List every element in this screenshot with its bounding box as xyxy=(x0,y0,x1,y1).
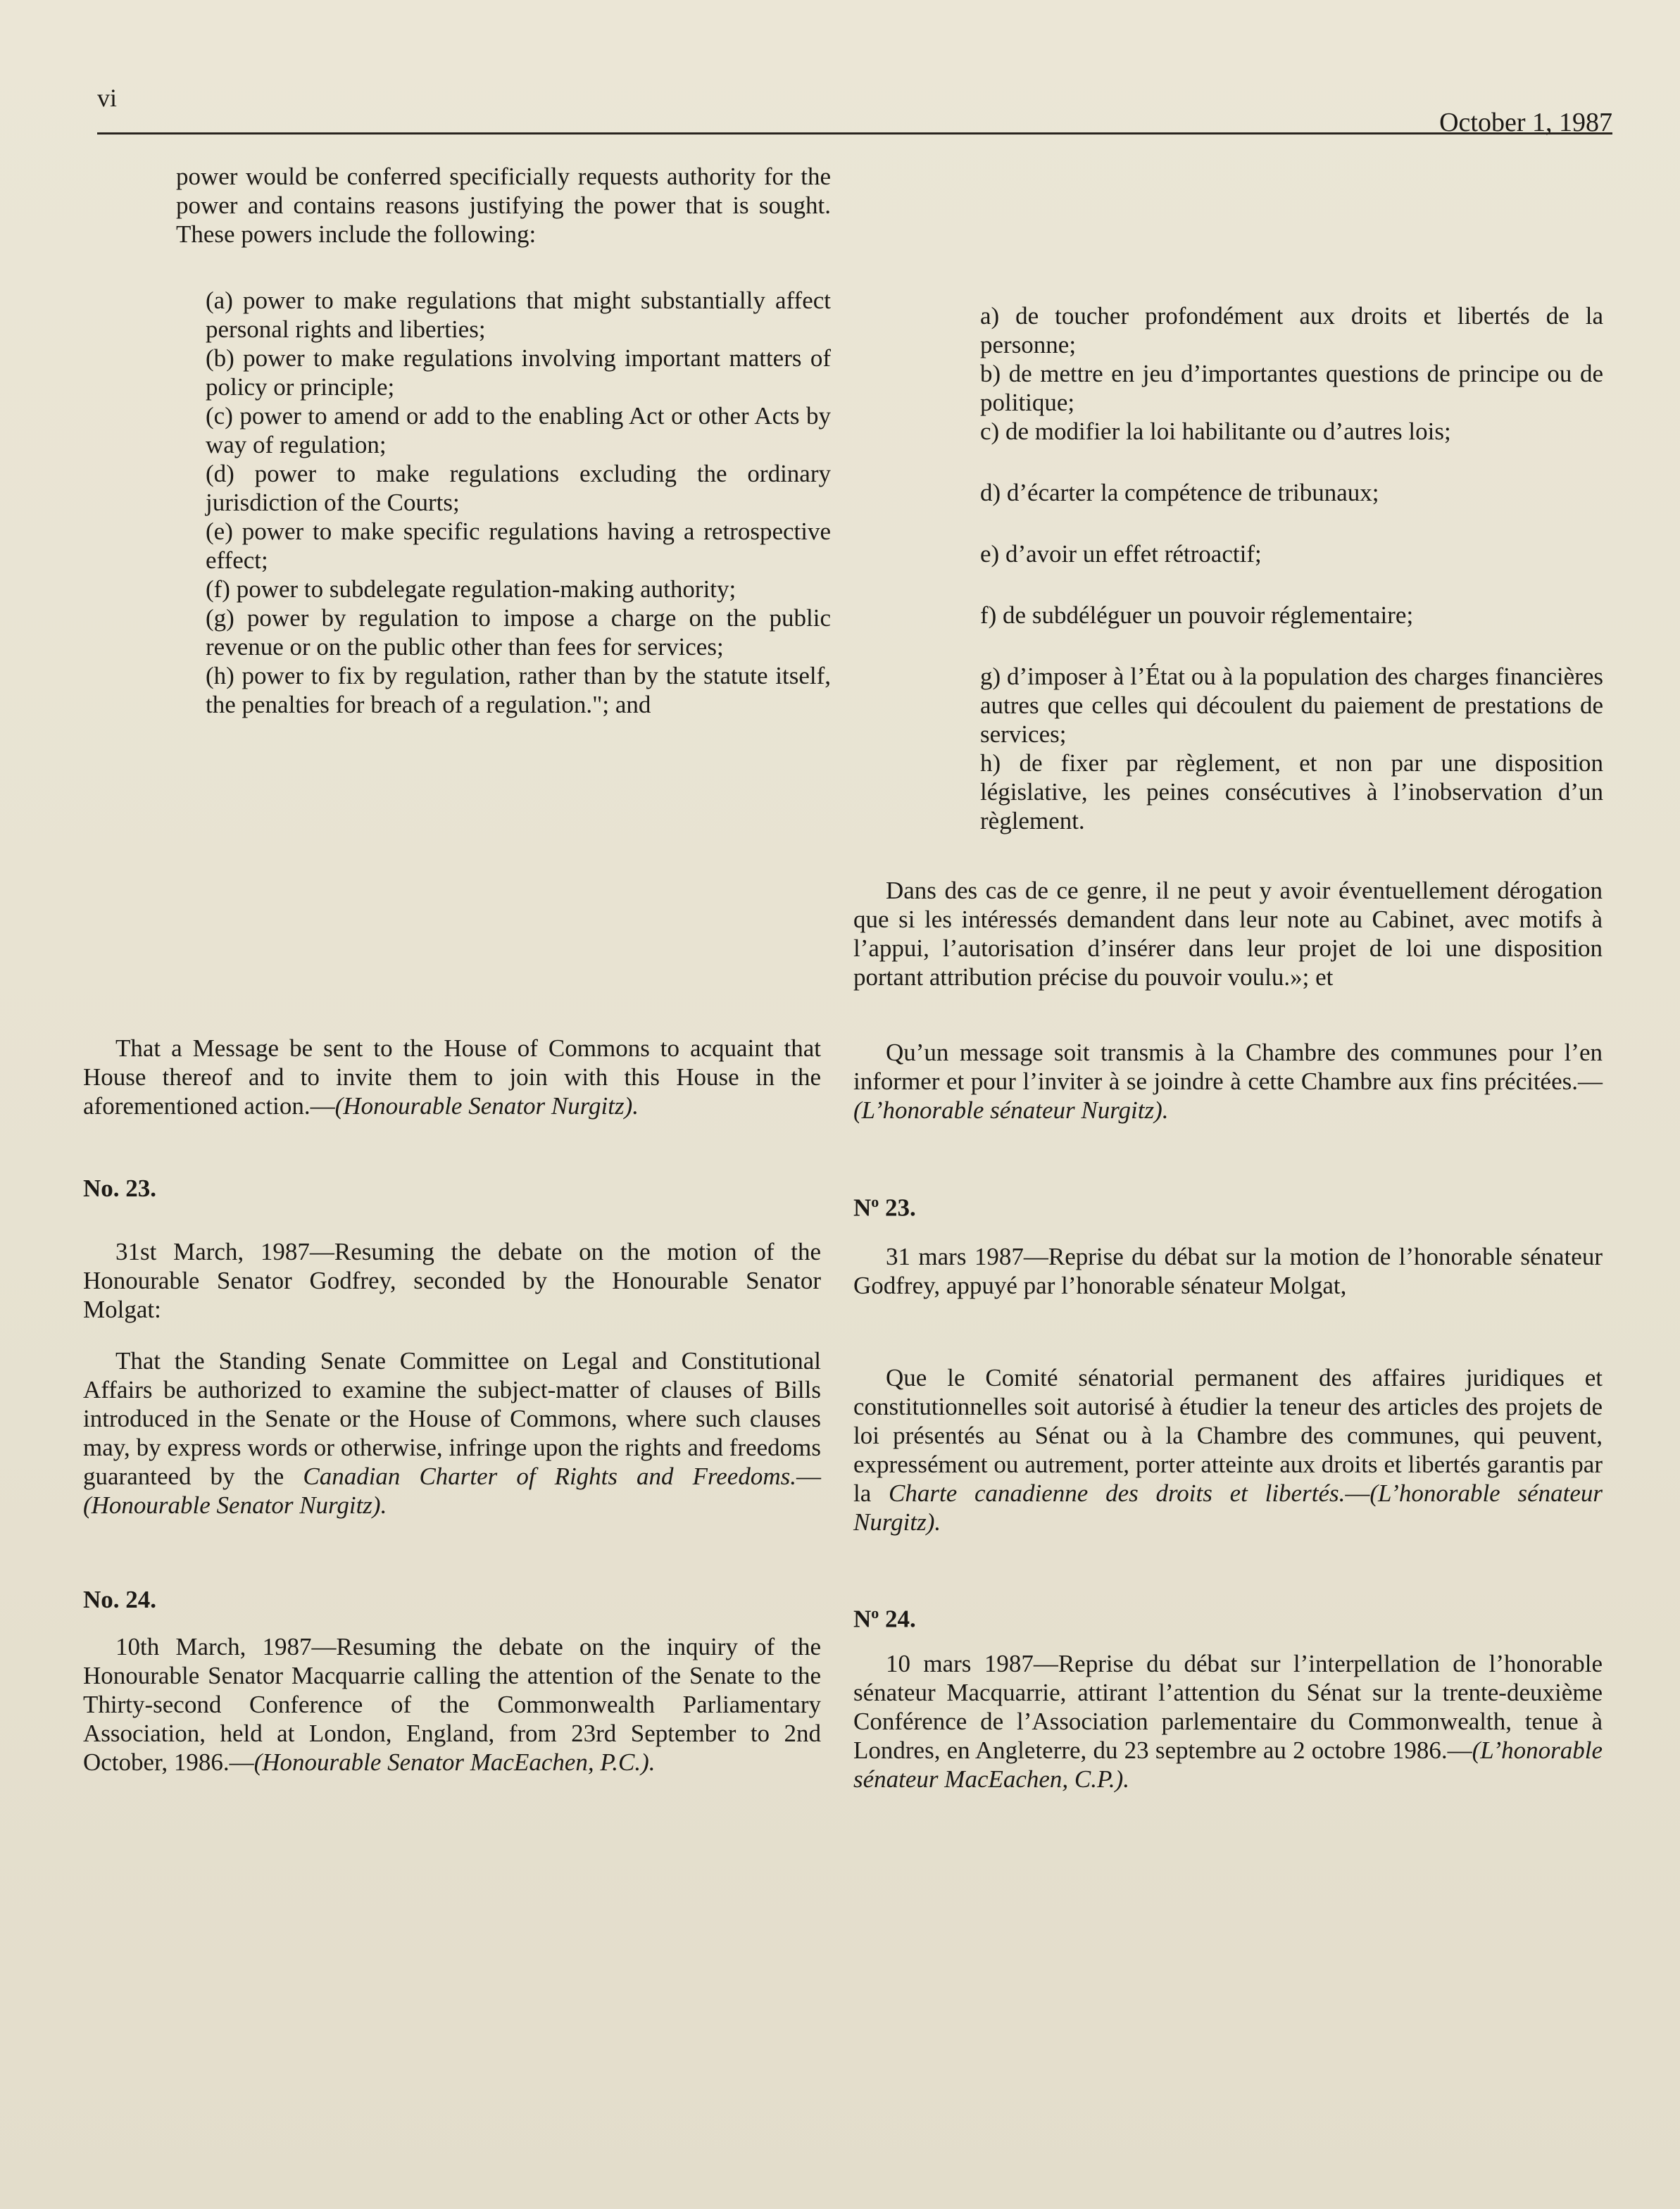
header-rule xyxy=(97,132,1612,134)
french-message: Qu’un message soit transmis à la Chambre des communes pour l’en informer et pour l’inviter à se joindre à cette Chambre aux fins précitées.—(L’honorable sénateur Nurgitz). xyxy=(853,1039,1603,1124)
french-derogation-block xyxy=(853,876,1603,991)
french-no23-para-block xyxy=(853,1242,1603,1300)
page-header xyxy=(97,76,1612,139)
english-power-item: (h) power to fix by regulation, rather than by the statute itself, the penalties for breach of a regulation."; and xyxy=(206,662,831,718)
french-no24-para: 10 mars 1987—Reprise du débat sur l’interpellation de l’honorable sénateur Macquarrie, attirant l’attention du Sénat sur la trente-deuxième Conférence de l’Association parlementaire du Commonwealth, tenue à Londres, en Angleterre, du 23 septembre au 2 octobre 1986.—(L’honorable sénateur MacEachen, C.P.). xyxy=(853,1650,1603,1793)
french-no23-para: 31 mars 1987—Reprise du débat sur la motion de l’honorable sénateur Godfrey, appuyé par l’honorable sénateur Molgat, xyxy=(853,1243,1603,1299)
english-no23-heading: No. 23. xyxy=(83,1175,157,1202)
french-power-item: g) d’imposer à l’État ou à la population des charges financières autres que celles qui découlent du paiement de prestations de services; xyxy=(980,663,1603,748)
english-power-item: (c) power to amend or add to the enabling Act or other Acts by way of regulation; xyxy=(206,402,831,458)
english-power-item: (b) power to make regulations involving important matters of policy or principle; xyxy=(206,344,831,401)
french-no24-heading: $N^o$ 24. xyxy=(853,1604,916,1633)
french-no24-para-block xyxy=(853,1649,1603,1794)
english-power-item: (d) power to make regulations excluding the ordinary jurisdiction of the Courts; xyxy=(206,460,831,516)
french-derogation: Dans des cas de ce genre, il ne peut y avoir éventuellement dérogation que si les intéressés demandent dans leur note au Cabinet, avec motifs à l’appui, l’autorisation d’insérer dans leur projet de loi une disposition portant attribution précise du pouvoir voulu.»; et xyxy=(853,877,1603,991)
french-powers-list xyxy=(980,301,1603,835)
french-no23-heading: $N^o$ 23. xyxy=(853,1193,916,1222)
english-message-block xyxy=(83,1034,821,1120)
english-no23-para-block xyxy=(83,1237,821,1324)
french-message-block xyxy=(853,1038,1603,1125)
english-intro-block xyxy=(176,162,831,249)
french-power-item: b) de mettre en jeu d’importantes questions de principe ou de politique; xyxy=(980,360,1603,416)
english-no23-motion: That the Standing Senate Committee on Legal and Constitutional Affairs be authorized to examine the subject-matter of clauses of Bills introduced in the Senate or the House of Commons, where such clauses may, by express words or otherwise, infringe upon the rights and freedoms guaranteed by the Canadian Charter of Rights and Freedoms.—(Honourable Senator Nurgitz). xyxy=(83,1347,821,1519)
english-power-item: (a) power to make regulations that might substantially affect personal rights and liberties; xyxy=(206,287,831,343)
english-no23-para: 31st March, 1987—Resuming the debate on the motion of the Honourable Senator Godfrey, seconded by the Honourable Senator Molgat: xyxy=(83,1238,821,1323)
french-power-item: f) de subdéléguer un pouvoir réglementaire; xyxy=(980,601,1414,629)
english-powers-list xyxy=(206,286,831,719)
french-power-item: h) de fixer par règlement, et non par une disposition législative, les peines consécutives à l’inobservation d’un règlement. xyxy=(980,749,1603,834)
french-no23-motion: Que le Comité sénatorial permanent des affaires juridiques et constitutionnelles soit autorisé à étudier la teneur des articles des projets de loi présentés au Sénat ou à la Chambre des communes, qui peuvent, expressément ou autrement, porter atteinte aux droits et libertés garantis par la Charte canadienne des droits et libertés.—(L’honorable sénateur Nurgitz). xyxy=(853,1364,1603,1536)
page-number: vi xyxy=(97,84,118,112)
english-power-item: (e) power to make specific regulations having a retrospective effect; xyxy=(206,518,831,574)
english-power-item: (f) power to subdelegate regulation-making authority; xyxy=(206,575,736,603)
english-intro: power would be conferred specificially requests authority for the power and contains reasons justifying the power that is sought. These powers include the following: xyxy=(176,163,831,248)
english-power-item: (g) power by regulation to impose a charge on the public revenue or on the public other than fees for services; xyxy=(206,604,831,661)
french-power-item: e) d’avoir un effet rétroactif; xyxy=(980,540,1262,568)
english-no24-para: 10th March, 1987—Resuming the debate on the inquiry of the Honourable Senator Macquarrie calling the attention of the Senate to the Thirty-second Conference of the Commonwealth Parliamentary Association, held at London, England, from 23rd September to 2nd October, 1986.—(Honourable Senator MacEachen, P.C.). xyxy=(83,1633,821,1776)
page-date: October 1, 1987 xyxy=(1439,108,1612,137)
english-message: That a Message be sent to the House of Commons to acquaint that House thereof and to invite them to join with this House in the aforementioned action.—(Honourable Senator Nurgitz). xyxy=(83,1034,821,1120)
english-no23-motion-block xyxy=(83,1346,821,1520)
english-no24-heading: No. 24. xyxy=(83,1586,157,1613)
french-power-item: c) de modifier la loi habilitante ou d’autres lois; xyxy=(980,418,1451,445)
french-power-item: d) d’écarter la compétence de tribunaux; xyxy=(980,479,1379,506)
english-no24-para-block xyxy=(83,1632,821,1777)
french-no23-motion-block xyxy=(853,1363,1603,1537)
french-power-item: a) de toucher profondément aux droits et libertés de la personne; xyxy=(980,302,1603,358)
